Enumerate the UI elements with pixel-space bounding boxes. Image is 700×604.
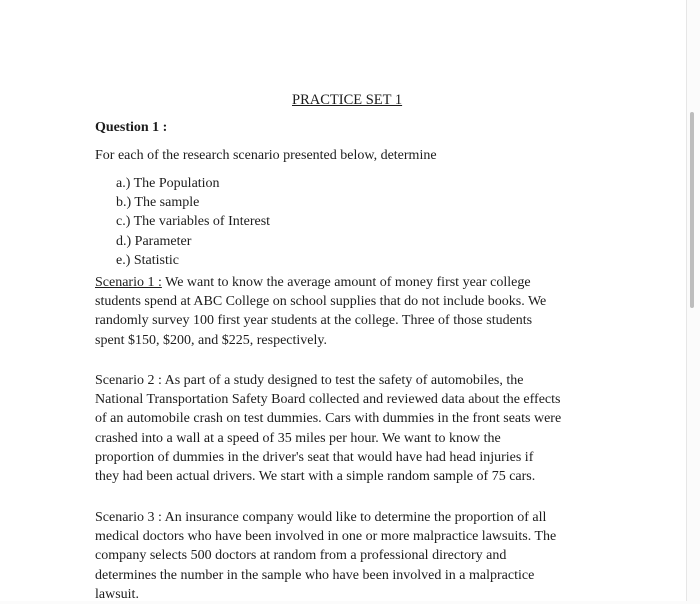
scenario-1-line: randomly survey 100 first year students at the college. Three of those students: [95, 313, 533, 329]
list-item: b.) The sample: [116, 195, 200, 211]
scenario-1-line: students spend at ABC College on school supplies that do not include books. We: [95, 294, 547, 310]
scenario-1-line-text: We want to know the average amount of money first year college: [161, 275, 531, 290]
scenario-1-paragraph: [95, 273, 615, 350]
scenario-3-line: lawsuit.: [95, 586, 139, 602]
question-intro: For each of the research scenario presented below, determine: [95, 148, 437, 163]
determine-list: [116, 174, 270, 270]
page-title: PRACTICE SET 1: [292, 92, 403, 108]
scenario-1-label: Scenario 1 :: [95, 275, 162, 290]
list-item: d.) Parameter: [116, 233, 192, 249]
question-heading: Question 1 :: [95, 120, 168, 135]
scenario-2-line: they had been actual drivers. We start with a simple random sample of 75 cars.: [95, 469, 536, 485]
scenario-2-line: crashed into a wall at a speed of 35 miles per hour. We want to know the: [95, 430, 501, 446]
scenario-3-line: medical doctors who have been involved in one or more malpractice lawsuits. The: [95, 529, 557, 545]
scenario-1-line: spent $150, $200, and $225, respectively.: [95, 332, 327, 348]
scenario-2-line: of an automobile crash on test dummies. Cars with dummies in the front seats were: [95, 411, 562, 427]
scenario-3-paragraph: [95, 508, 615, 604]
list-item: c.) The variables of Interest: [116, 214, 271, 230]
scrollbar-thumb[interactable]: [690, 112, 694, 308]
scenario-3-line: Scenario 3 : An insurance company would like to determine the proportion of all: [95, 510, 547, 525]
list-item: e.) Statistic: [116, 252, 179, 268]
scenario-2-line: National Transportation Safety Board collected and reviewed data about the effects: [95, 392, 561, 408]
scenario-2-line: Scenario 2 : As part of a study designed to test the safety of automobiles, the: [95, 373, 524, 388]
scenario-3-line: company selects 500 doctors at random from a professional directory and: [95, 548, 507, 564]
scenario-2-paragraph: [95, 371, 615, 486]
scenario-1-line: [95, 273, 615, 292]
scenario-3-line: determines the number in the sample who have been involved in a malpractice: [95, 567, 535, 583]
scenario-2-line: proportion of dummies in the driver's seat that would have had head injuries if: [95, 449, 534, 465]
list-item: a.) The Population: [116, 176, 220, 191]
